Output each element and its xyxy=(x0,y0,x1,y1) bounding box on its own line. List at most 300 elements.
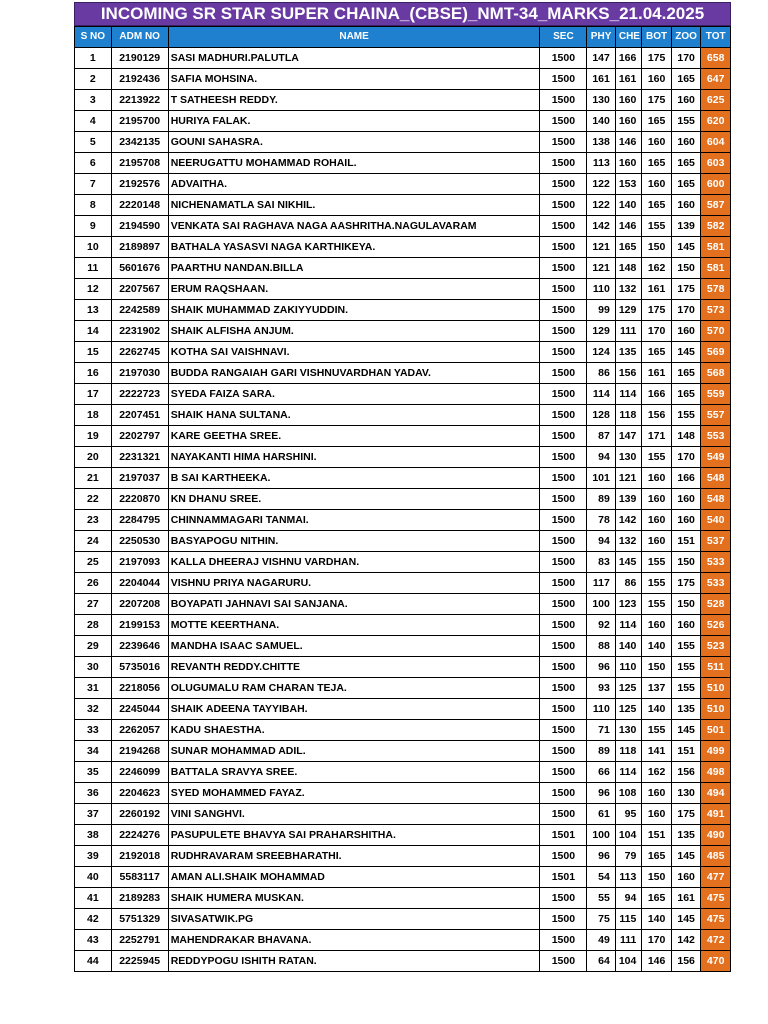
name-cell: BATHALA YASASVI NAGA KARTHIKEYA. xyxy=(168,237,540,258)
table-row xyxy=(75,699,731,720)
admno-cell: 2213922 xyxy=(111,90,168,111)
bot-cell: 165 xyxy=(642,195,672,216)
phy-cell: 88 xyxy=(587,636,616,657)
sno-cell: 34 xyxy=(75,741,112,762)
zoo-cell: 155 xyxy=(671,111,701,132)
che-cell: 86 xyxy=(615,573,641,594)
bot-cell: 160 xyxy=(642,174,672,195)
phy-cell: 96 xyxy=(587,783,616,804)
admno-cell: 2189897 xyxy=(111,237,168,258)
total-cell: 603 xyxy=(701,153,731,174)
table-row xyxy=(75,909,731,930)
che-cell: 118 xyxy=(615,741,641,762)
total-cell: 477 xyxy=(701,867,731,888)
table-row xyxy=(75,342,731,363)
phy-cell: 110 xyxy=(587,699,616,720)
total-cell: 540 xyxy=(701,510,731,531)
che-cell: 125 xyxy=(615,678,641,699)
total-cell: 569 xyxy=(701,342,731,363)
name-cell: GOUNI SAHASRA. xyxy=(168,132,540,153)
name-cell: ADVAITHA. xyxy=(168,174,540,195)
sec-cell: 1501 xyxy=(540,825,587,846)
phy-cell: 121 xyxy=(587,237,616,258)
table-row xyxy=(75,762,731,783)
bot-cell: 166 xyxy=(642,384,672,405)
total-cell: 494 xyxy=(701,783,731,804)
zoo-cell: 151 xyxy=(671,531,701,552)
che-cell: 79 xyxy=(615,846,641,867)
che-cell: 125 xyxy=(615,699,641,720)
sno-cell: 12 xyxy=(75,279,112,300)
total-cell: 537 xyxy=(701,531,731,552)
che-cell: 114 xyxy=(615,384,641,405)
bot-cell: 165 xyxy=(642,342,672,363)
phy-cell: 100 xyxy=(587,594,616,615)
sno-cell: 10 xyxy=(75,237,112,258)
name-cell: SHAIK ADEENA TAYYIBAH. xyxy=(168,699,540,720)
table-row xyxy=(75,951,731,972)
bot-cell: 170 xyxy=(642,321,672,342)
name-cell: MANDHA ISAAC SAMUEL. xyxy=(168,636,540,657)
name-cell: NAYAKANTI HIMA HARSHINI. xyxy=(168,447,540,468)
header-zoo: ZOO xyxy=(671,27,701,48)
zoo-cell: 160 xyxy=(671,90,701,111)
bot-cell: 160 xyxy=(642,132,672,153)
bot-cell: 160 xyxy=(642,489,672,510)
total-cell: 582 xyxy=(701,216,731,237)
bot-cell: 161 xyxy=(642,279,672,300)
total-cell: 470 xyxy=(701,951,731,972)
table-row xyxy=(75,867,731,888)
admno-cell: 2220870 xyxy=(111,489,168,510)
zoo-cell: 165 xyxy=(671,363,701,384)
sno-cell: 14 xyxy=(75,321,112,342)
sno-cell: 23 xyxy=(75,510,112,531)
name-cell: VENKATA SAI RAGHAVA NAGA AASHRITHA.NAGULAVARAM xyxy=(168,216,540,237)
admno-cell: 2262057 xyxy=(111,720,168,741)
che-cell: 130 xyxy=(615,447,641,468)
sno-cell: 25 xyxy=(75,552,112,573)
sheet-title: INCOMING SR STAR SUPER CHAINA_(CBSE)_NMT-34_MARKS_21.04.2025 xyxy=(74,2,731,26)
table-row xyxy=(75,741,731,762)
che-cell: 132 xyxy=(615,279,641,300)
total-cell: 498 xyxy=(701,762,731,783)
sno-cell: 5 xyxy=(75,132,112,153)
table-row xyxy=(75,132,731,153)
bot-cell: 140 xyxy=(642,636,672,657)
total-cell: 499 xyxy=(701,741,731,762)
admno-cell: 2239646 xyxy=(111,636,168,657)
che-cell: 118 xyxy=(615,405,641,426)
zoo-cell: 160 xyxy=(671,867,701,888)
sno-cell: 22 xyxy=(75,489,112,510)
sno-cell: 40 xyxy=(75,867,112,888)
total-cell: 511 xyxy=(701,657,731,678)
zoo-cell: 150 xyxy=(671,258,701,279)
sno-cell: 36 xyxy=(75,783,112,804)
sec-cell: 1500 xyxy=(540,804,587,825)
phy-cell: 138 xyxy=(587,132,616,153)
sec-cell: 1500 xyxy=(540,279,587,300)
admno-cell: 2242589 xyxy=(111,300,168,321)
phy-cell: 89 xyxy=(587,741,616,762)
total-cell: 548 xyxy=(701,468,731,489)
phy-cell: 140 xyxy=(587,111,616,132)
header-name: NAME xyxy=(168,27,540,48)
admno-cell: 5735016 xyxy=(111,657,168,678)
total-cell: 526 xyxy=(701,615,731,636)
total-cell: 581 xyxy=(701,258,731,279)
bot-cell: 160 xyxy=(642,69,672,90)
name-cell: BASYAPOGU NITHIN. xyxy=(168,531,540,552)
sno-cell: 16 xyxy=(75,363,112,384)
table-row xyxy=(75,405,731,426)
sec-cell: 1500 xyxy=(540,321,587,342)
total-cell: 568 xyxy=(701,363,731,384)
zoo-cell: 160 xyxy=(671,615,701,636)
bot-cell: 162 xyxy=(642,762,672,783)
zoo-cell: 145 xyxy=(671,237,701,258)
zoo-cell: 151 xyxy=(671,741,701,762)
bot-cell: 165 xyxy=(642,888,672,909)
sec-cell: 1500 xyxy=(540,447,587,468)
zoo-cell: 150 xyxy=(671,552,701,573)
header-row xyxy=(75,27,731,48)
sec-cell: 1500 xyxy=(540,216,587,237)
bot-cell: 155 xyxy=(642,447,672,468)
che-cell: 146 xyxy=(615,216,641,237)
che-cell: 165 xyxy=(615,237,641,258)
phy-cell: 86 xyxy=(587,363,616,384)
table-row xyxy=(75,111,731,132)
bot-cell: 160 xyxy=(642,615,672,636)
che-cell: 123 xyxy=(615,594,641,615)
total-cell: 510 xyxy=(701,678,731,699)
admno-cell: 2260192 xyxy=(111,804,168,825)
phy-cell: 78 xyxy=(587,510,616,531)
sno-cell: 44 xyxy=(75,951,112,972)
phy-cell: 121 xyxy=(587,258,616,279)
total-cell: 600 xyxy=(701,174,731,195)
admno-cell: 2231321 xyxy=(111,447,168,468)
table-row xyxy=(75,531,731,552)
sec-cell: 1500 xyxy=(540,363,587,384)
table-row xyxy=(75,720,731,741)
admno-cell: 2262745 xyxy=(111,342,168,363)
che-cell: 111 xyxy=(615,930,641,951)
total-cell: 548 xyxy=(701,489,731,510)
admno-cell: 2284795 xyxy=(111,510,168,531)
admno-cell: 2192436 xyxy=(111,69,168,90)
sno-cell: 7 xyxy=(75,174,112,195)
bot-cell: 160 xyxy=(642,531,672,552)
sec-cell: 1500 xyxy=(540,90,587,111)
che-cell: 153 xyxy=(615,174,641,195)
che-cell: 113 xyxy=(615,867,641,888)
table-row xyxy=(75,195,731,216)
table-row xyxy=(75,846,731,867)
admno-cell: 2245044 xyxy=(111,699,168,720)
admno-cell: 2189283 xyxy=(111,888,168,909)
bot-cell: 160 xyxy=(642,468,672,489)
name-cell: KADU SHAESTHA. xyxy=(168,720,540,741)
total-cell: 587 xyxy=(701,195,731,216)
phy-cell: 75 xyxy=(587,909,616,930)
che-cell: 114 xyxy=(615,615,641,636)
admno-cell: 2194590 xyxy=(111,216,168,237)
name-cell: KOTHA SAI VAISHNAVI. xyxy=(168,342,540,363)
admno-cell: 2207567 xyxy=(111,279,168,300)
sno-cell: 13 xyxy=(75,300,112,321)
sec-cell: 1500 xyxy=(540,237,587,258)
name-cell: BOYAPATI JAHNAVI SAI SANJANA. xyxy=(168,594,540,615)
phy-cell: 122 xyxy=(587,195,616,216)
phy-cell: 128 xyxy=(587,405,616,426)
phy-cell: 87 xyxy=(587,426,616,447)
admno-cell: 2225945 xyxy=(111,951,168,972)
total-cell: 490 xyxy=(701,825,731,846)
phy-cell: 55 xyxy=(587,888,616,909)
sno-cell: 24 xyxy=(75,531,112,552)
bot-cell: 160 xyxy=(642,804,672,825)
bot-cell: 171 xyxy=(642,426,672,447)
total-cell: 647 xyxy=(701,69,731,90)
total-cell: 533 xyxy=(701,573,731,594)
zoo-cell: 155 xyxy=(671,657,701,678)
admno-cell: 2190129 xyxy=(111,48,168,69)
che-cell: 110 xyxy=(615,657,641,678)
bot-cell: 165 xyxy=(642,153,672,174)
phy-cell: 147 xyxy=(587,48,616,69)
admno-cell: 2197093 xyxy=(111,552,168,573)
name-cell: MAHENDRAKAR BHAVANA. xyxy=(168,930,540,951)
phy-cell: 124 xyxy=(587,342,616,363)
sec-cell: 1500 xyxy=(540,510,587,531)
sno-cell: 26 xyxy=(75,573,112,594)
phy-cell: 122 xyxy=(587,174,616,195)
header-che: CHE xyxy=(615,27,641,48)
header-sec: SEC xyxy=(540,27,587,48)
admno-cell: 2246099 xyxy=(111,762,168,783)
table-row xyxy=(75,258,731,279)
sno-cell: 30 xyxy=(75,657,112,678)
sec-cell: 1500 xyxy=(540,153,587,174)
sec-cell: 1500 xyxy=(540,678,587,699)
che-cell: 160 xyxy=(615,111,641,132)
zoo-cell: 145 xyxy=(671,720,701,741)
phy-cell: 130 xyxy=(587,90,616,111)
table-row xyxy=(75,69,731,90)
name-cell: PAARTHU NANDAN.BILLA xyxy=(168,258,540,279)
bot-cell: 175 xyxy=(642,48,672,69)
che-cell: 161 xyxy=(615,69,641,90)
total-cell: 625 xyxy=(701,90,731,111)
sno-cell: 20 xyxy=(75,447,112,468)
sec-cell: 1500 xyxy=(540,258,587,279)
table-row xyxy=(75,657,731,678)
header-admno: ADM NO xyxy=(111,27,168,48)
phy-cell: 71 xyxy=(587,720,616,741)
sec-cell: 1500 xyxy=(540,909,587,930)
bot-cell: 160 xyxy=(642,783,672,804)
che-cell: 166 xyxy=(615,48,641,69)
name-cell: SYED MOHAMMED FAYAZ. xyxy=(168,783,540,804)
name-cell: SHAIK ALFISHA ANJUM. xyxy=(168,321,540,342)
zoo-cell: 145 xyxy=(671,342,701,363)
admno-cell: 2222723 xyxy=(111,384,168,405)
name-cell: AMAN ALI.SHAIK MOHAMMAD xyxy=(168,867,540,888)
phy-cell: 161 xyxy=(587,69,616,90)
table-row xyxy=(75,48,731,69)
sec-cell: 1500 xyxy=(540,699,587,720)
phy-cell: 99 xyxy=(587,300,616,321)
table-row xyxy=(75,783,731,804)
table-row xyxy=(75,447,731,468)
total-cell: 559 xyxy=(701,384,731,405)
sec-cell: 1500 xyxy=(540,531,587,552)
sec-cell: 1500 xyxy=(540,195,587,216)
bot-cell: 155 xyxy=(642,573,672,594)
phy-cell: 114 xyxy=(587,384,616,405)
che-cell: 95 xyxy=(615,804,641,825)
sec-cell: 1500 xyxy=(540,132,587,153)
che-cell: 140 xyxy=(615,195,641,216)
name-cell: BATTALA SRAVYA SREE. xyxy=(168,762,540,783)
che-cell: 160 xyxy=(615,90,641,111)
sec-cell: 1500 xyxy=(540,930,587,951)
total-cell: 620 xyxy=(701,111,731,132)
zoo-cell: 175 xyxy=(671,279,701,300)
zoo-cell: 175 xyxy=(671,573,701,594)
name-cell: REDDYPOGU ISHITH RATAN. xyxy=(168,951,540,972)
phy-cell: 93 xyxy=(587,678,616,699)
zoo-cell: 160 xyxy=(671,489,701,510)
zoo-cell: 165 xyxy=(671,153,701,174)
total-cell: 573 xyxy=(701,300,731,321)
bot-cell: 155 xyxy=(642,594,672,615)
zoo-cell: 155 xyxy=(671,678,701,699)
che-cell: 156 xyxy=(615,363,641,384)
bot-cell: 150 xyxy=(642,237,672,258)
phy-cell: 92 xyxy=(587,615,616,636)
che-cell: 148 xyxy=(615,258,641,279)
sno-cell: 15 xyxy=(75,342,112,363)
sno-cell: 39 xyxy=(75,846,112,867)
name-cell: BUDDA RANGAIAH GARI VISHNUVARDHAN YADAV. xyxy=(168,363,540,384)
total-cell: 553 xyxy=(701,426,731,447)
zoo-cell: 139 xyxy=(671,216,701,237)
total-cell: 501 xyxy=(701,720,731,741)
table-row xyxy=(75,300,731,321)
table-row xyxy=(75,594,731,615)
sec-cell: 1500 xyxy=(540,426,587,447)
marks-sheet xyxy=(74,2,731,972)
table-row xyxy=(75,930,731,951)
total-cell: 523 xyxy=(701,636,731,657)
zoo-cell: 148 xyxy=(671,426,701,447)
total-cell: 604 xyxy=(701,132,731,153)
che-cell: 146 xyxy=(615,132,641,153)
sec-cell: 1500 xyxy=(540,888,587,909)
phy-cell: 94 xyxy=(587,447,616,468)
phy-cell: 94 xyxy=(587,531,616,552)
admno-cell: 2195708 xyxy=(111,153,168,174)
sno-cell: 8 xyxy=(75,195,112,216)
total-cell: 528 xyxy=(701,594,731,615)
name-cell: MOTTE KEERTHANA. xyxy=(168,615,540,636)
zoo-cell: 145 xyxy=(671,909,701,930)
sec-cell: 1500 xyxy=(540,783,587,804)
total-cell: 472 xyxy=(701,930,731,951)
sno-cell: 1 xyxy=(75,48,112,69)
admno-cell: 5583117 xyxy=(111,867,168,888)
table-row xyxy=(75,510,731,531)
bot-cell: 175 xyxy=(642,90,672,111)
che-cell: 108 xyxy=(615,783,641,804)
name-cell: SASI MADHURI.PALUTLA xyxy=(168,48,540,69)
zoo-cell: 165 xyxy=(671,69,701,90)
table-row xyxy=(75,174,731,195)
zoo-cell: 165 xyxy=(671,174,701,195)
zoo-cell: 142 xyxy=(671,930,701,951)
sno-cell: 18 xyxy=(75,405,112,426)
phy-cell: 117 xyxy=(587,573,616,594)
total-cell: 570 xyxy=(701,321,731,342)
admno-cell: 2192576 xyxy=(111,174,168,195)
name-cell: CHINNAMMAGARI TANMAI. xyxy=(168,510,540,531)
total-cell: 658 xyxy=(701,48,731,69)
phy-cell: 64 xyxy=(587,951,616,972)
table-row xyxy=(75,489,731,510)
sno-cell: 43 xyxy=(75,930,112,951)
che-cell: 115 xyxy=(615,909,641,930)
che-cell: 129 xyxy=(615,300,641,321)
name-cell: SAFIA MOHSINA. xyxy=(168,69,540,90)
phy-cell: 113 xyxy=(587,153,616,174)
zoo-cell: 170 xyxy=(671,300,701,321)
total-cell: 475 xyxy=(701,909,731,930)
admno-cell: 2224276 xyxy=(111,825,168,846)
phy-cell: 54 xyxy=(587,867,616,888)
name-cell: B SAI KARTHEEKA. xyxy=(168,468,540,489)
sno-cell: 3 xyxy=(75,90,112,111)
name-cell: RUDHRAVARAM SREEBHARATHI. xyxy=(168,846,540,867)
total-cell: 475 xyxy=(701,888,731,909)
sec-cell: 1500 xyxy=(540,111,587,132)
zoo-cell: 165 xyxy=(671,384,701,405)
bot-cell: 175 xyxy=(642,300,672,321)
phy-cell: 101 xyxy=(587,468,616,489)
bot-cell: 137 xyxy=(642,678,672,699)
che-cell: 121 xyxy=(615,468,641,489)
che-cell: 135 xyxy=(615,342,641,363)
che-cell: 114 xyxy=(615,762,641,783)
zoo-cell: 175 xyxy=(671,804,701,825)
table-row xyxy=(75,237,731,258)
bot-cell: 140 xyxy=(642,909,672,930)
table-row xyxy=(75,363,731,384)
sec-cell: 1500 xyxy=(540,174,587,195)
zoo-cell: 156 xyxy=(671,951,701,972)
sno-cell: 17 xyxy=(75,384,112,405)
table-row xyxy=(75,678,731,699)
admno-cell: 2252791 xyxy=(111,930,168,951)
sec-cell: 1500 xyxy=(540,594,587,615)
sno-cell: 41 xyxy=(75,888,112,909)
phy-cell: 100 xyxy=(587,825,616,846)
table-row xyxy=(75,825,731,846)
bot-cell: 146 xyxy=(642,951,672,972)
